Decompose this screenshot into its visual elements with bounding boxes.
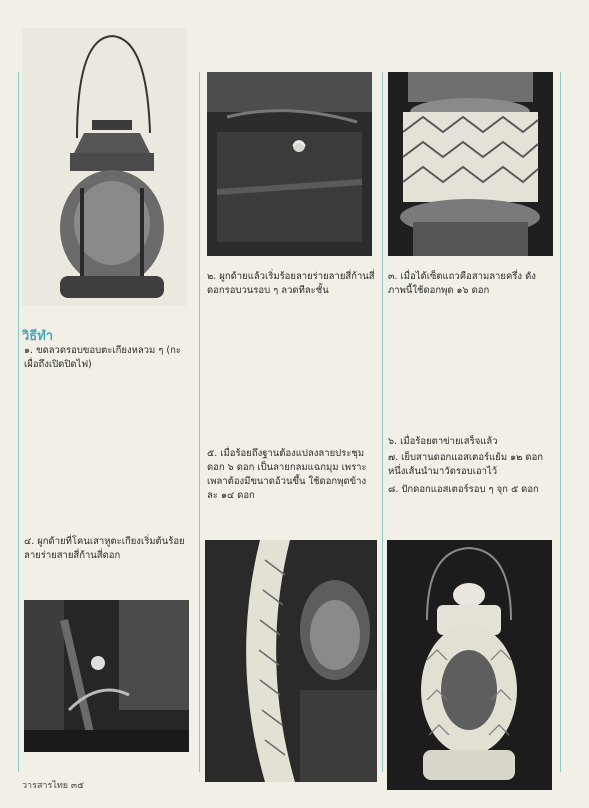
step-7-text: ๗. เย็บสานดอกแอสเตอร์แย้ม ๑๒ ดอก หนึ่งเส้นนำมาวัดรอบเอาไว้ [388, 452, 544, 477]
lantern-net-side-image [205, 540, 377, 782]
step-5-text: ๕. เมื่อร้อยถึงฐานต้องแปลงลายประชุมดอก ๖ ดอก เป็นลายกลมแฉกมุม เพราะเพลาต้องมีขนาดอ้วนขึ้น ใช้ดอกพุดข้างละ ๑๔ ดอก [207, 448, 367, 501]
lantern-finished-photo [387, 540, 552, 790]
lantern-plain-photo [22, 28, 187, 306]
method-heading: วิธีทำ [22, 329, 54, 344]
lantern-handle-knot-photo [24, 600, 189, 752]
column-rule-mid [199, 72, 200, 772]
step-2-text: ๒. ผูกด้ายแล้วเริ่มร้อยลายร่ายลายสี่ก้านสี่ดอกรอบวนรอบ ๆ ลวดทีละชั้น [207, 271, 375, 296]
step-8-text: ๘. ปักดอกแอสเตอร์รอบ ๆ จุก ๕ ดอก [388, 484, 539, 495]
column-rule-right [382, 72, 383, 772]
step-3-text: ๓. เมื่อได้เซ็ตแถวคือสามลายครึ่ง ดังภาพนี้ใช้ดอกพุด ๑๖ ดอก [388, 271, 536, 296]
lantern-net-top-image [388, 72, 553, 256]
column-rule-left [18, 72, 19, 772]
lantern-finished-image [387, 540, 552, 790]
lantern-net-side-photo [205, 540, 377, 782]
step-1-text: ๑. ขดลวดรอบขอบตะเกียงหลวม ๆ (กะเผื่อถึงเปิดปิดไฟ) [24, 345, 181, 370]
step-6-text: ๖. เมื่อร้อยตาข่ายเสร็จแล้ว [388, 436, 498, 447]
lantern-wire-knot-photo [207, 72, 372, 256]
step-4-text: ๔. ผูกด้ายที่โคนเสาหูตะเกียงเริ่มต้นร้อยลายร่ายสายสี่ก้านสี่ดอก [24, 536, 185, 561]
lantern-net-top-photo [388, 72, 553, 256]
column-rule-edge [560, 72, 561, 772]
lantern-handle-knot-image [24, 600, 189, 752]
lantern-plain-image [22, 28, 187, 306]
lantern-wire-knot-image [207, 72, 372, 256]
page-footer: วารสารไทย ๓๕ [22, 781, 84, 791]
